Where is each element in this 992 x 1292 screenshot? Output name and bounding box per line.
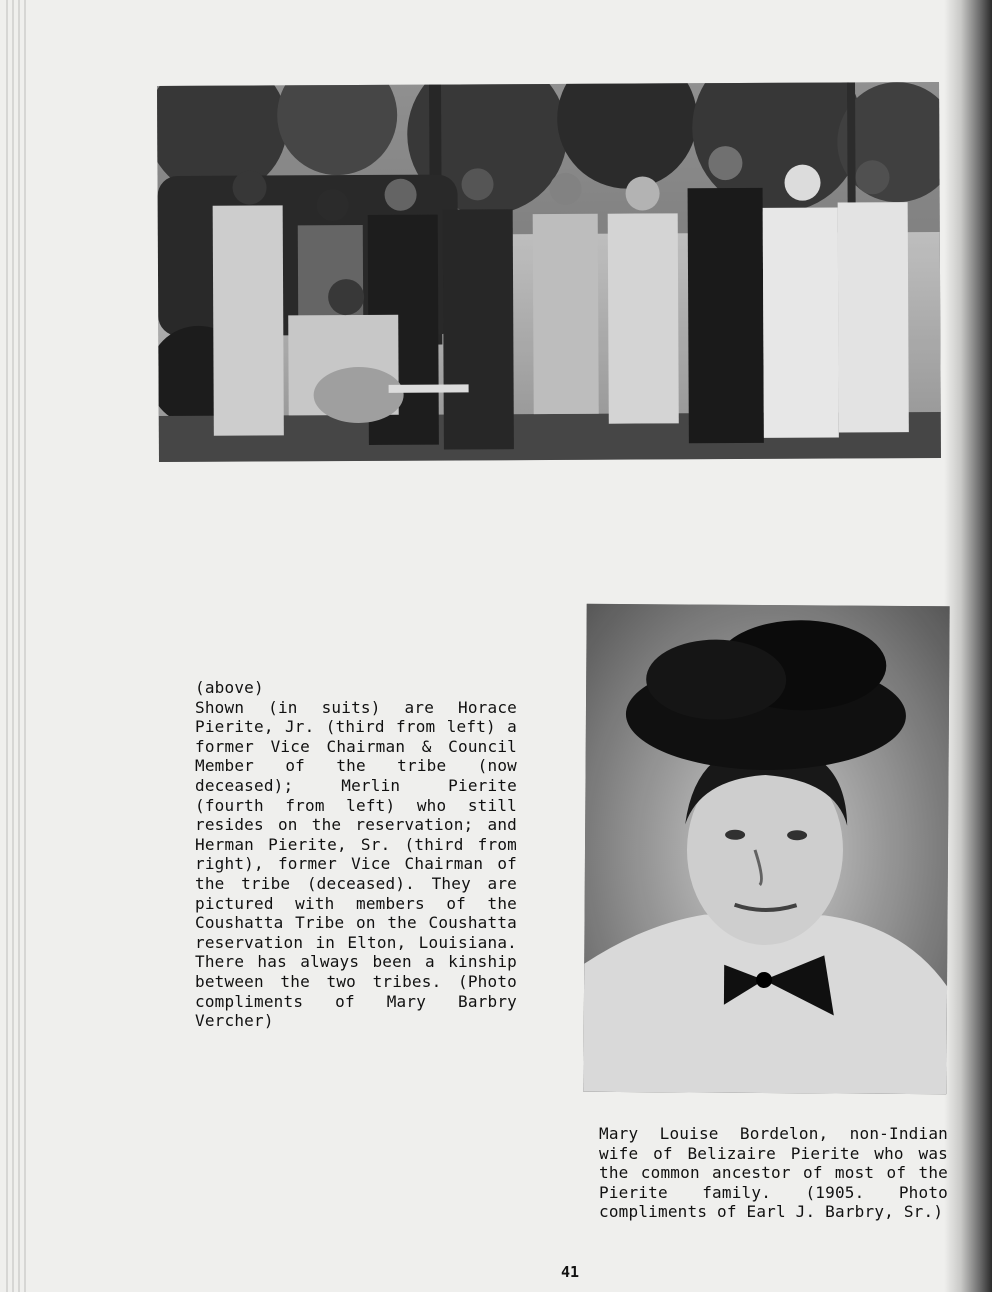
page-edge <box>18 0 20 1292</box>
page-edge <box>12 0 14 1292</box>
group-photograph <box>157 82 941 462</box>
portrait-photograph <box>583 604 949 1095</box>
caption-body: Shown (in suits) are Horace Pierite, Jr. (third from left) a former Vice Chairman & Council Member of the tribe (now deceased); Merlin Pierite (fourth from left) who still resides on the reservation; and Herman Pierite, Sr. (third from right), former Vice Chairman of the tribe (deceased). They are pictured with members of the Coushatta Tribe on the Coushatta reservation in Elton, Louisiana. There has always been a kinship between the two tribes. (Photo compliments of Mary Barbry Vercher) <box>195 697 517 1031</box>
caption-heading: (above) <box>195 678 264 697</box>
group-photograph-image <box>157 82 941 462</box>
portrait-photograph-image <box>583 604 949 1095</box>
portrait-caption: Mary Louise Bordelon, non-Indian wife of Belizaire Pierite who was the common ancestor of most of the Pierite family. (1905. Photo compliments of Earl J. Barbry, Sr.) <box>599 1124 948 1222</box>
page-number: 41 <box>560 1263 580 1281</box>
page-edge <box>6 0 8 1292</box>
book-spine-shadow <box>944 0 992 1292</box>
group-photo-caption <box>195 678 517 1031</box>
page-edge <box>24 0 26 1292</box>
